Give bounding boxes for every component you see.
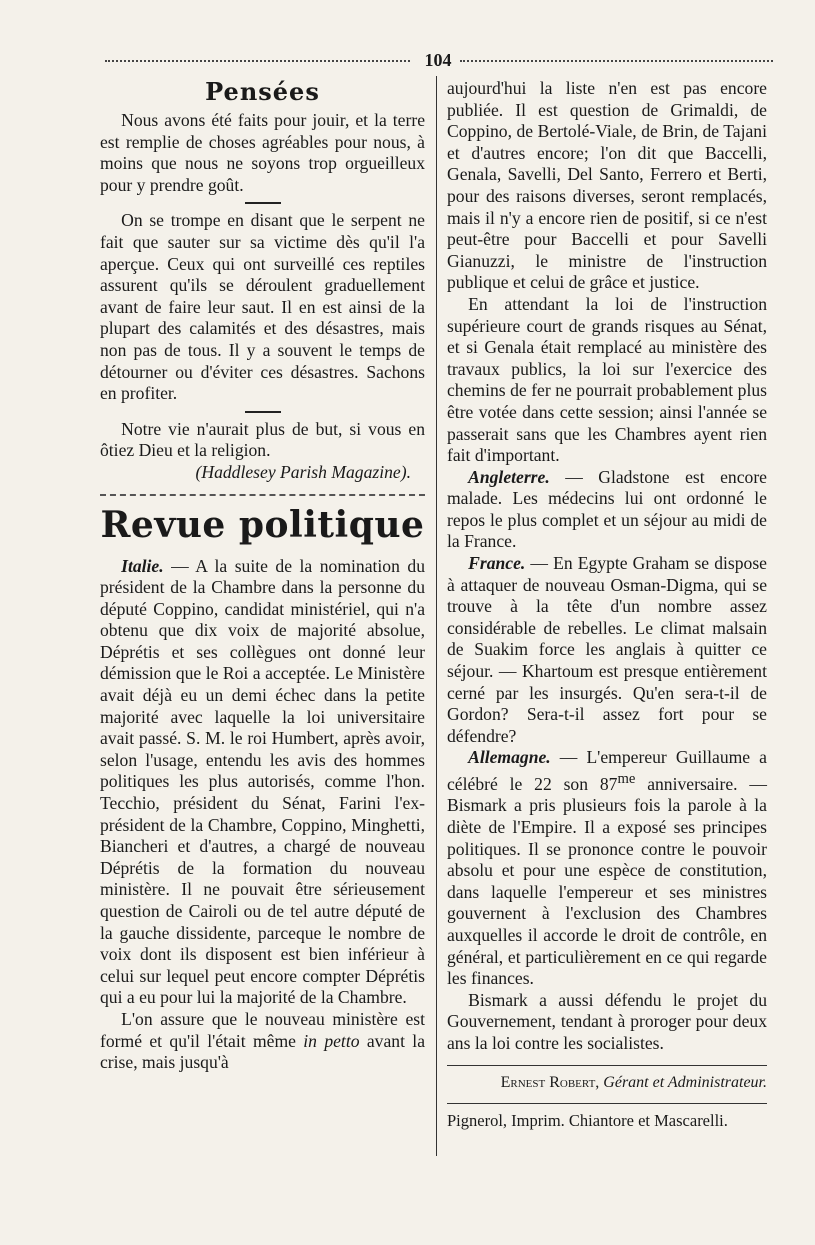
assure-text-start: L'on assure que le nouveau ministère est formé et qu'il l'était même	[100, 1008, 425, 1051]
footer-rule	[447, 1065, 767, 1066]
italie-label: Italie.	[121, 555, 164, 576]
assure-text-end-left: avant la crise, mais jusqu'à	[100, 1030, 425, 1073]
page-header	[105, 50, 773, 72]
imprint: Pignerol, Imprim. Chiantore et Mascarelli.	[447, 1111, 728, 1131]
header-rule-left	[105, 60, 410, 62]
bismark-paragraph: Bismark a aussi défendu le projet du Gouvernement, tendant à proroger pour deux ans la loi contre les socialistes.	[447, 989, 767, 1053]
allemagne-text-a: — L'empereur Guillaume a célébré le 22 son 87	[447, 747, 767, 794]
allemagne-text-b: anniversaire. — Bismark a pris plusieurs fois la parole à la diète de l'Empire. Il a exposé ses principes politiques. Il se prononce contre le pouvoir absolu et pour une espèce de constitution, dans laquelle l'empereur et ses ministres gouvernent à l'exclusion des Chambres auxquelles il accorde le droit de contrôle, en général, et particulièrement en ce qui regarde les finances.	[447, 773, 767, 989]
right-column	[447, 78, 767, 1132]
left-column	[100, 78, 425, 1074]
separator	[245, 202, 281, 204]
pensees-paragraph-2: On se trompe en disant que le serpent ne fait que sauter sur sa victime dès qu'il l'a aperçue. Ceux qui ont surveillé ces reptiles assurent qu'ils se déroulent graduellement avant de faire leur saut. Il en est ainsi de la plupart des calamités et des désastres, mais non pas de tous. Il y a souvent le temps de détourner ou d'éviter ces désastres. Sachons en profiter.	[100, 210, 425, 404]
column-divider	[436, 76, 437, 1156]
assure-continuation: aujourd'hui la liste n'en est pas encore publiée. Il est question de Grimaldi, de Coppino, de Bertolé-Viale, de Brin, de Tajani et d'autres encore; l'on dit que Baccelli, Genala, Savelli, Del Santo, Ferrero et Berti, pour des raisons diverses, seront remplacés, mais il n'y a encore rien de positif, si ce n'est peut-être pour Baccelli et pour Savelli Gianuzzi, le ministre de l'instruction publique et celui de grâce et justice.	[447, 78, 767, 293]
italie-text: — A la suite de la nomination du président de la Chambre dans la personne du député Coppino, candidat ministériel, qui n'a obtenu que dix voix de majorité absolue, Déprétis et ses collègues ont donné leur démission que le Roi a acceptée. Le Ministère avait déjà eu un demi échec dans la petite majorité avec laquelle la loi universitaire avait passé. S. M. le roi Humbert, après avoir, selon l'usage, entendu les avis des hommes politiques les plus autorisés, comme l'hon. Tecchio, président du Sénat, Farini l'ex-président de la Chambre, Coppino, Minghetti, Biancheri et d'autres, a chargé de nouveau Déprétis de la formation du nouveau ministère. Il ne pouvait être sérieusement question de Cairoli ou de tel autre député de la gauche dissidente, parceque le nombre de voix dont ils disposent est bien inférieur à celui sur lequel peut encore compter Déprétis qui a eu pour lui la majorité de la Chambre.	[100, 555, 425, 1008]
france-paragraph	[447, 553, 767, 747]
angleterre-text: — Gladstone est encore malade. Les médecins lui ont ordonné le repos le plus complet et un séjour au midi de la France.	[447, 466, 767, 552]
header-rule-right	[460, 60, 773, 62]
attendant-paragraph: En attendant la loi de l'instruction supérieure court de grands risques au Sénat, et si Genala était remplacé au ministère des travaux publics, la loi sur l'exercice des chemins de fer ne pourrait probablement plus être votée dans cette session; ainsi l'année se passerait sans que les Chambres ayent rien fait d'important.	[447, 293, 767, 466]
in-petto: in petto	[303, 1030, 360, 1051]
allemagne-paragraph	[447, 747, 767, 989]
editor-role: Gérant et Administrateur.	[599, 1073, 767, 1091]
france-label: France.	[468, 553, 526, 574]
angleterre-label: Angleterre.	[468, 466, 550, 487]
signature	[447, 1072, 767, 1094]
pensees-attribution: (Haddlesey Parish Magazine).	[195, 461, 411, 482]
pensees-paragraph-1: Nous avons été faits pour jouir, et la terre est remplie de choses agréables pour nous, à moins que nous ne soyons trop orgueilleux pour y prendre goût.	[100, 110, 425, 195]
footer-rule-2	[447, 1103, 767, 1104]
page-number: 104	[424, 50, 452, 70]
angleterre-paragraph	[447, 467, 767, 553]
france-text: — En Egypte Graham se dispose à attaquer de nouveau Osman-Digma, qui se trouve à la tête d'un nombre assez considérable de rebelles. Le climat malsain de Suakim force les anglais à quitter ce séjour. — Khartoum est presque entièrement cerné par les insurgés. Qu'en sera-t-il de Gordon? Sera-t-il assez fort pour se défendre?	[447, 553, 767, 746]
revue-title: Revue politique	[100, 503, 425, 546]
separator	[245, 411, 281, 413]
editor-name: Ernest Robert,	[500, 1073, 600, 1091]
section-divider	[100, 494, 425, 496]
assure-paragraph	[100, 1009, 425, 1074]
allemagne-label: Allemagne.	[468, 747, 551, 768]
pensees-title: Pensées	[205, 77, 320, 106]
allemagne-superscript: me	[617, 771, 636, 787]
pensees-paragraph-3: Notre vie n'aurait plus de but, si vous en ôtiez Dieu et la religion.	[100, 418, 425, 461]
italie-paragraph	[100, 556, 425, 1009]
